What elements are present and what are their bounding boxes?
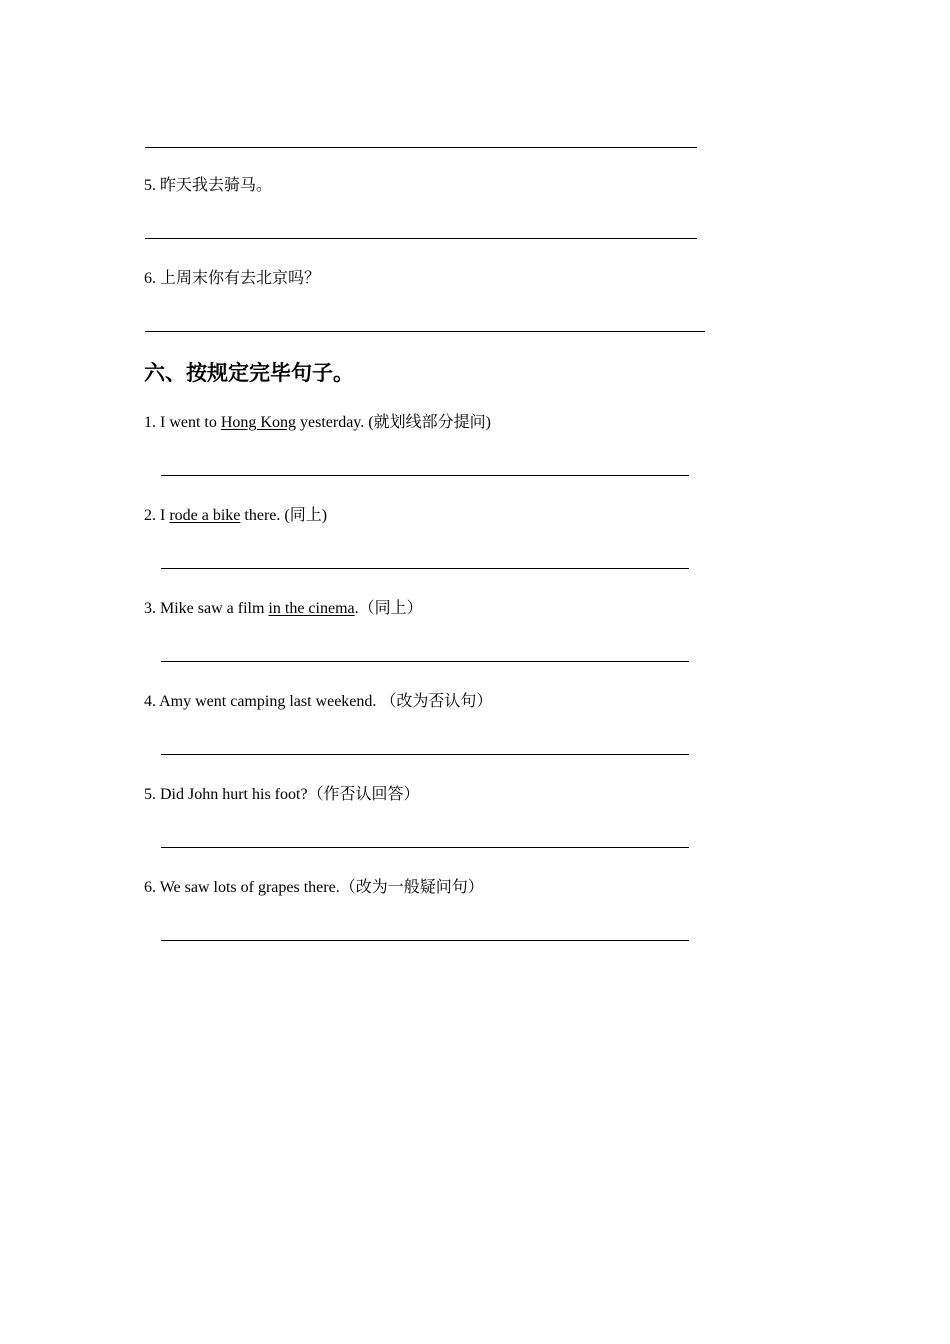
question-item <box>144 506 327 526</box>
question-number: 5. <box>144 786 156 803</box>
question-text-before: Mike saw a film <box>160 600 269 617</box>
question-item <box>144 878 484 898</box>
question-item <box>144 599 423 619</box>
question-text-after: there. (同上) <box>240 507 328 524</box>
question-number: 6. <box>144 270 156 287</box>
answer-line[interactable] <box>161 475 689 476</box>
answer-line[interactable] <box>145 147 697 148</box>
question-text-after: .（同上） <box>354 600 423 617</box>
answer-line[interactable] <box>161 754 689 755</box>
question-item <box>144 692 492 712</box>
question-text: Did John hurt his foot?（作否认回答） <box>160 786 420 803</box>
underlined-phrase: rode a bike <box>169 507 241 524</box>
question-item <box>144 785 420 805</box>
question-number: 3. <box>144 600 156 617</box>
section-heading: 六、按规定完毕句子。 <box>144 361 354 385</box>
answer-line[interactable] <box>145 238 697 239</box>
question-number: 2. <box>144 507 156 524</box>
question-number: 5. <box>144 177 156 194</box>
question-item <box>144 269 320 289</box>
underlined-phrase: in the cinema <box>268 600 355 617</box>
question-number: 1. <box>144 414 156 431</box>
question-text-before: I went to <box>160 414 221 431</box>
answer-line[interactable] <box>145 331 705 332</box>
question-text-after: yesterday. (就划线部分提问) <box>295 414 491 431</box>
question-text: Amy went camping last weekend. （改为否认句） <box>159 693 493 710</box>
answer-line[interactable] <box>161 568 689 569</box>
answer-line[interactable] <box>161 940 689 941</box>
underlined-phrase: Hong Kong <box>220 414 296 431</box>
question-item <box>144 413 491 433</box>
question-text-before: I <box>160 507 170 524</box>
question-number: 4. <box>144 693 156 710</box>
question-item <box>144 176 272 196</box>
question-text: We saw lots of grapes there.（改为一般疑问句） <box>159 879 484 896</box>
question-text: 昨天我去骑马。 <box>160 177 273 194</box>
question-number: 6. <box>144 879 156 896</box>
answer-line[interactable] <box>161 847 689 848</box>
answer-line[interactable] <box>161 661 689 662</box>
question-text: 上周末你有去北京吗？ <box>160 270 321 287</box>
